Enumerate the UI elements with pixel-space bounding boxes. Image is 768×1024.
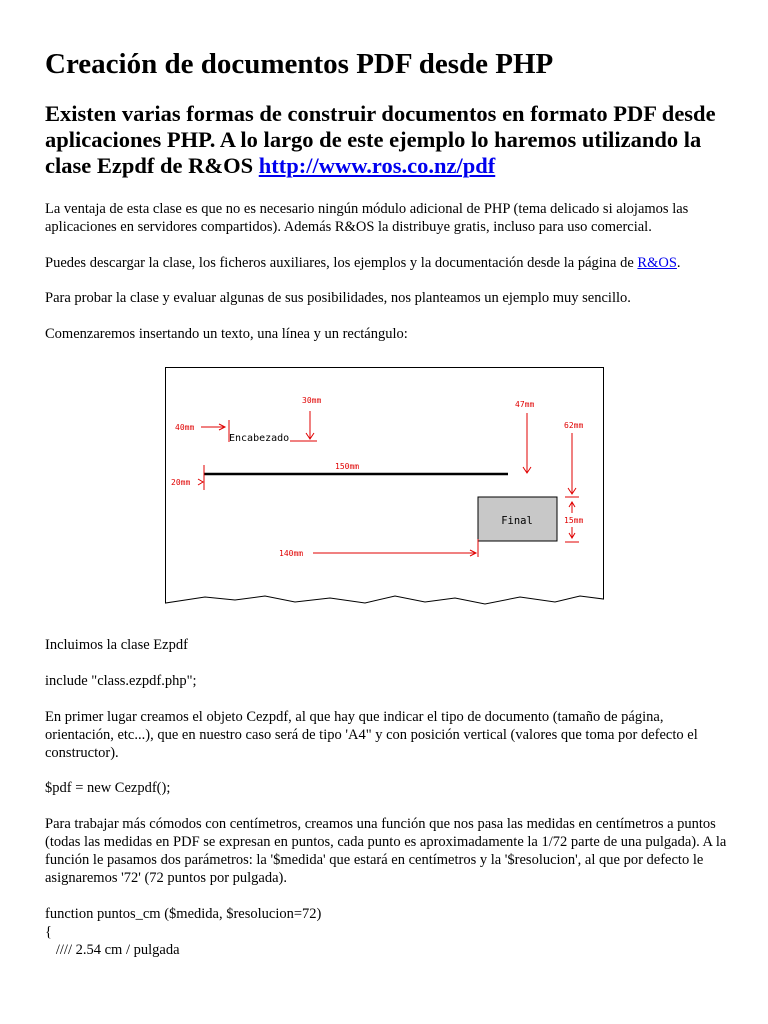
label-150mm: 150mm <box>335 462 360 471</box>
page-subtitle <box>45 101 735 179</box>
label-30mm: 30mm <box>302 396 322 405</box>
paragraph-intro: La ventaja de esta clase es que no es necesario ningún módulo adicional de PHP (tema delicado si alojamos las aplicaciones en servidores compartidos). Además R&OS la distribuye gratis, incluso para uso comercial. <box>45 201 689 235</box>
paragraph-download <box>45 254 730 272</box>
label-62mm: 62mm <box>564 421 584 430</box>
diagram-frame <box>166 368 604 605</box>
label-15mm: 15mm <box>564 516 584 525</box>
label-140mm: 140mm <box>279 549 304 558</box>
paragraph-include-code: include "class.ezpdf.php"; <box>45 673 197 689</box>
paragraph-object: En primer lugar creamos el objeto Cezpdf, al que hay que indicar el tipo de documento (tamaño de página, orientación, etc...), que en nuestro caso será de tipo 'A4" y con posición vertical (valores que toma por defecto el constructor). <box>45 709 698 761</box>
download-period: . <box>676 255 681 271</box>
ros-link[interactable]: R&OS <box>637 255 677 271</box>
layout-diagram <box>165 367 605 609</box>
ros-pdf-link[interactable]: http://www.ros.co.nz/pdf <box>258 153 496 178</box>
code-line-function: function puntos_cm ($medida, $resolucion=72) <box>45 906 322 922</box>
label-final: Final <box>501 515 533 527</box>
label-47mm: 47mm <box>515 400 535 409</box>
label-40mm: 40mm <box>175 423 195 432</box>
subtitle-text: Existen varias formas de construir documentos en formato PDF desde aplicaciones PHP. A lo largo de este ejemplo lo haremos utilizando la clase Ezpdf de R&OS <box>45 101 716 178</box>
paragraph-test: Para probar la clase y evaluar algunas de sus posibilidades, nos planteamos un ejemplo muy sencillo. <box>45 290 631 306</box>
label-20mm: 20mm <box>171 478 191 487</box>
paragraph-start: Comenzaremos insertando un texto, una línea y un rectángulo: <box>45 326 408 342</box>
paragraph-function: Para trabajar más cómodos con centímetros, creamos una función que nos pasa las medidas en centímetros a puntos (todas las medidas en PDF se expresan en puntos, cada punto es aproximadamente la 1/72 parte de una pulgada). A la función le pasamos dos parámetros: la '$medida' que estará en centímetros y la '$resolucion', al que por defecto le asignaremos '72' (72 puntos por pulgada). <box>45 816 727 886</box>
label-encabezado: Encabezado <box>229 433 290 444</box>
download-text: Puedes descargar la clase, los ficheros auxiliares, los ejemplos y la documentación desde la página de <box>45 255 638 271</box>
code-line-brace: { <box>45 924 52 940</box>
paragraph-new-code: $pdf = new Cezpdf(); <box>45 780 171 796</box>
code-line-comment: //// 2.54 cm / pulgada <box>45 942 180 958</box>
paragraph-include-intro: Incluimos la clase Ezpdf <box>45 637 188 653</box>
page-title: Creación de documentos PDF desde PHP <box>45 48 554 80</box>
